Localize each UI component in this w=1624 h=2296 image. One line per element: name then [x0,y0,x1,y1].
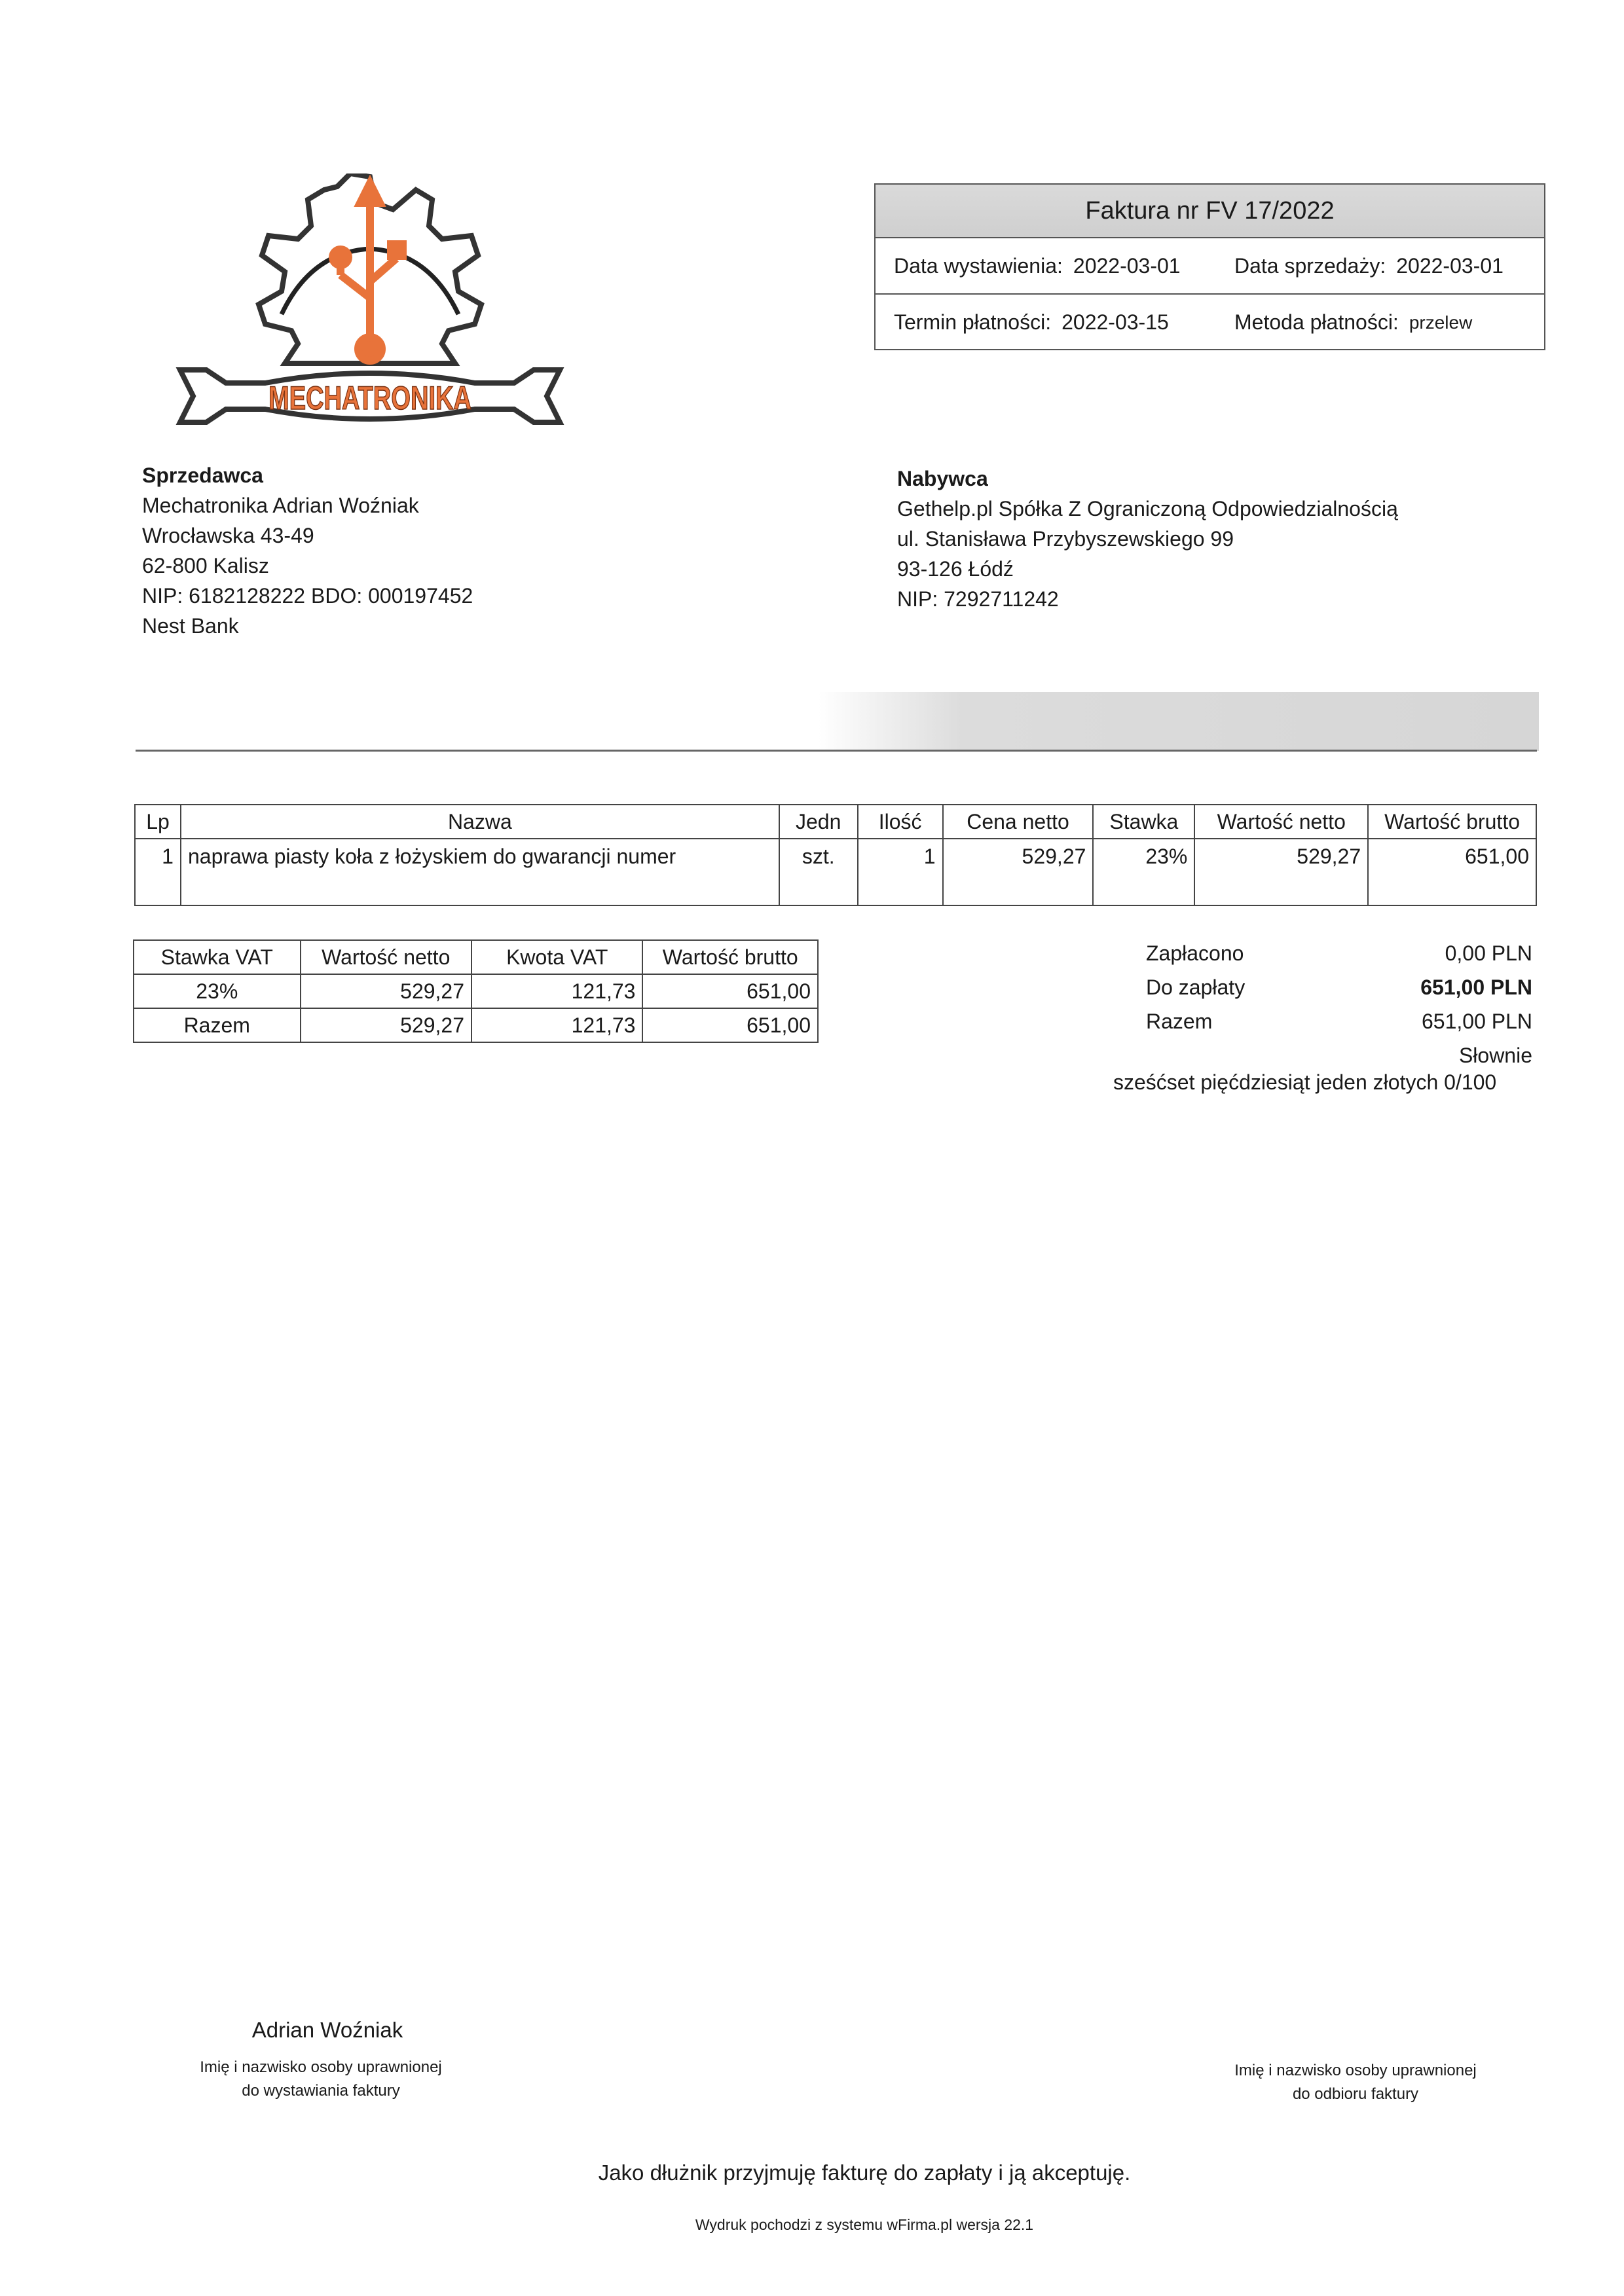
items-header-row [135,805,1536,839]
col-header: Lp [135,805,181,839]
item-net: 529,27 [1194,839,1368,905]
item-gross: 651,00 [1368,839,1536,905]
payment-method: przelew [1409,312,1473,333]
col-header: Wartość netto [1194,805,1368,839]
due-date: 2022-03-15 [1061,310,1169,334]
vat-rate: Razem [134,1008,301,1042]
company-logo [167,173,573,448]
vat-amount: 121,73 [471,974,642,1008]
total-value: 651,00 PLN [1421,1010,1532,1033]
issue-date: 2022-03-01 [1073,253,1181,278]
col-header: Nazwa [181,805,779,839]
issuer-label-line2: do wystawiania faktury [242,2082,400,2100]
issuer-label-line1: Imię i nazwisko osoby uprawnionej [200,2058,442,2076]
vat-table [133,939,819,1043]
table-row [134,974,818,1008]
acceptance-statement: Jako dłużnik przyjmuję fakturę do zapłaty i ją akceptuję. [598,2160,1131,2185]
invoice-info-box [874,183,1545,350]
buyer-name: Gethelp.pl Spółka Z Ograniczoną Odpowiedzialnością [897,497,1398,520]
words-label: Słownie [1458,1044,1532,1067]
item-unit-net: 529,27 [943,839,1094,905]
item-unit: szt. [779,839,858,905]
table-row [135,839,1536,905]
col-header: Wartość brutto [1368,805,1536,839]
receiver-label-line2: do odbioru faktury [1292,2085,1419,2103]
seller-street: Wrocławska 43-49 [142,524,314,547]
vat-net: 529,27 [301,1008,472,1042]
col-header: Ilość [858,805,943,839]
seller-city: 62-800 Kalisz [142,554,269,577]
col-header: Wartość netto [301,940,472,974]
summary-values [1375,936,1532,1072]
buyer-city: 93-126 Łódź [897,557,1014,581]
vat-gross: 651,00 [642,1008,818,1042]
paid-label: Zapłacono [1146,941,1244,965]
col-header: Cena netto [943,805,1094,839]
summary-labels [1146,936,1245,1038]
seller-block [142,460,473,641]
due-date-label: Termin płatności: [894,310,1052,334]
item-qty: 1 [858,839,943,905]
payment-method-label: Metoda płatności: [1234,310,1399,334]
item-lp: 1 [135,839,181,905]
paid-value: 0,00 PLN [1445,941,1532,965]
signer-name: Adrian Woźniak [251,2018,403,2042]
items-table [134,804,1537,906]
sale-date: 2022-03-01 [1396,253,1504,278]
logo-text: MECHATRONIKA [268,380,471,416]
table-row [134,1008,818,1042]
seller-name: Mechatronika Adrian Woźniak [142,494,419,517]
seller-bank: Nest Bank [142,614,239,638]
receiver-signature-label [1211,2059,1500,2106]
dates-row [876,238,1544,293]
seller-heading: Sprzedawca [142,464,263,487]
col-header: Stawka [1093,805,1194,839]
due-label: Do zapłaty [1146,975,1246,999]
issue-date-label: Data wystawienia: [894,253,1063,278]
seller-ids: NIP: 6182128222 BDO: 000197452 [142,584,473,608]
receiver-label-line1: Imię i nazwisko osoby uprawnionej [1234,2062,1477,2079]
gray-band [819,692,1539,751]
col-header: Wartość brutto [642,940,818,974]
sale-date-label: Data sprzedaży: [1234,253,1386,278]
buyer-heading: Nabywca [897,467,988,490]
item-name: naprawa piasty koła z łożyskiem do gwarancji numer [181,839,779,905]
vat-net: 529,27 [301,974,472,1008]
col-header: Kwota VAT [471,940,642,974]
issuer-signature-label [177,2056,465,2103]
vat-header-row [134,940,818,974]
payment-row [876,293,1544,350]
item-rate: 23% [1093,839,1194,905]
vat-gross: 651,00 [642,974,818,1008]
invoice-title: Faktura nr FV 17/2022 [876,185,1544,238]
buyer-nip: NIP: 7292711242 [897,587,1059,611]
buyer-block [897,464,1398,614]
system-note: Wydruk pochodzi z systemu wFirma.pl wersja 22.1 [695,2216,1034,2233]
col-header: Jedn [779,805,858,839]
due-value: 651,00 PLN [1420,975,1532,999]
vat-amount: 121,73 [471,1008,642,1042]
total-label: Razem [1146,1010,1213,1033]
divider [136,750,1537,752]
vat-rate: 23% [134,974,301,1008]
buyer-street: ul. Stanisława Przybyszewskiego 99 [897,527,1234,551]
amount-in-words: sześćset pięćdziesiąt jeden złotych 0/100 [1113,1070,1497,1094]
col-header: Stawka VAT [134,940,301,974]
